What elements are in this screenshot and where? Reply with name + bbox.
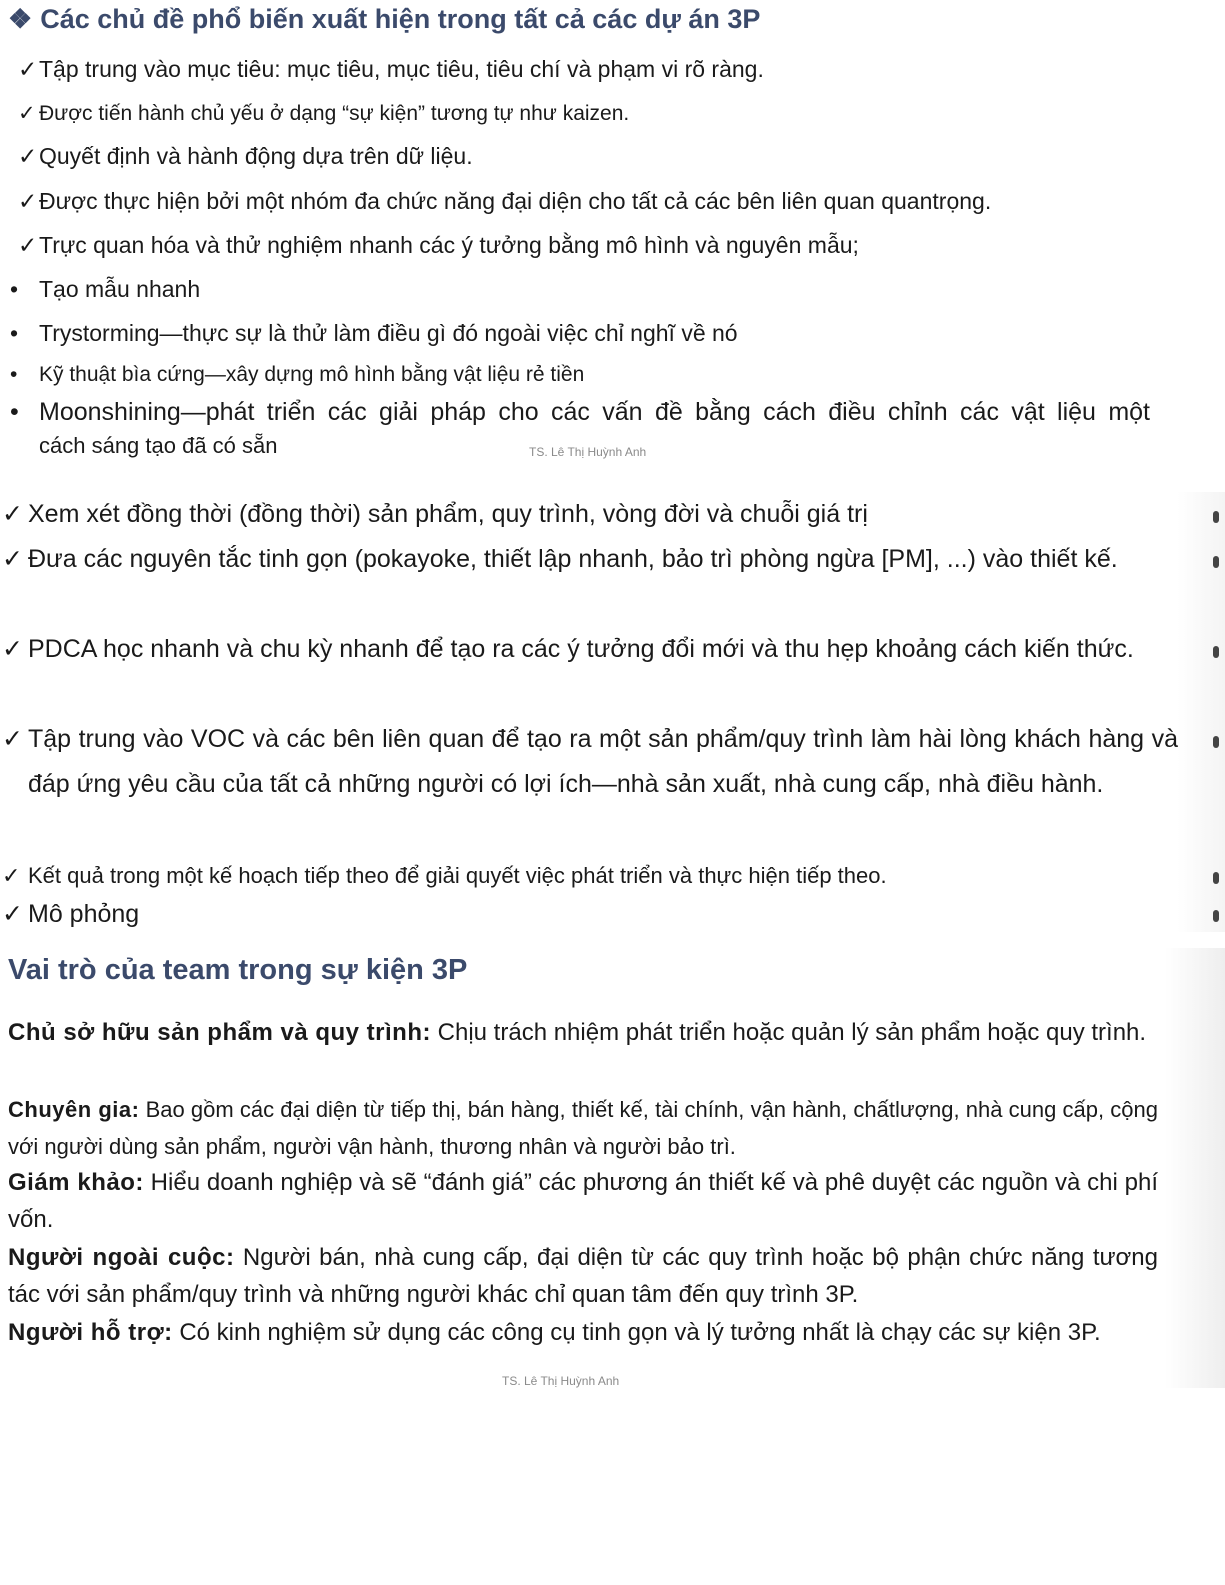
check-item	[0, 892, 1178, 937]
check-item-text: Trực quan hóa và thử nghiệm nhanh các ý tưởng bằng mô hình và nguyên mẫu;	[39, 232, 859, 258]
check-item-text: Tập trung vào VOC và các bên liên quan để tạo ra một sản phẩm/quy trình làm hài lòng khách hàng và đáp ứng yêu cầu của tất cả những người có lợi ích—nhà sản xuất, nhà cung cấp, nhà điều hành.	[28, 725, 1178, 798]
check-item-text: PDCA học nhanh và chu kỳ nhanh để tạo ra các ý tưởng đổi mới và thu hẹp khoảng cách kiến thức.	[28, 635, 1134, 663]
checkmark-icon: ✓	[2, 725, 23, 753]
checkmark-icon: ✓	[2, 863, 21, 888]
edge-dot	[1213, 910, 1219, 922]
role-label: Người ngoài cuộc:	[8, 1244, 235, 1271]
role-label: Người hỗ trợ:	[8, 1319, 173, 1346]
bullet-item-line1	[10, 398, 1150, 427]
role-paragraph	[8, 1164, 1158, 1238]
check-item	[18, 101, 629, 126]
check-item-text: Mô phỏng	[28, 900, 140, 928]
bullet-dot-icon: •	[10, 320, 19, 346]
check-item	[18, 188, 991, 215]
edge-dot	[1213, 556, 1219, 568]
diamond-bullet-icon: ❖	[8, 4, 33, 34]
bullet-item	[10, 363, 584, 387]
role-text: Có kinh nghiệm sử dụng các công cụ tinh gọn và lý tưởng nhất là chạy các sự kiện 3P.	[172, 1319, 1101, 1346]
slide-edge-shade	[1165, 948, 1225, 1388]
checkmark-icon: ✓	[18, 188, 38, 214]
slide1-title	[8, 4, 760, 35]
bullet-item-text: Moonshining—phát triển các giải pháp cho các vấn đề bằng cách điều chỉnh các vật liệu một	[39, 398, 1150, 426]
checkmark-icon: ✓	[2, 635, 23, 663]
role-text: Người bán, nhà cung cấp, đại diện từ các quy trình hoặc bộ phận chức năng tương tác với sản phẩm/quy trình và những người khác chỉ quan tâm đến quy trình 3P.	[8, 1244, 1158, 1308]
bullet-item-text: Trystorming—thực sự là thử làm điều gì đó ngoài việc chỉ nghĩ về nó	[39, 320, 738, 346]
check-item	[0, 627, 1178, 672]
role-label: Giám khảo:	[8, 1169, 144, 1196]
bullet-item-line2: cách sáng tạo đã có sẵn	[39, 433, 278, 458]
watermark: TS. Lê Thị Huỳnh Anh	[529, 445, 647, 459]
role-text: Hiểu doanh nghiệp và sẽ “đánh giá” các phương án thiết kế và phê duyệt các nguồn và chi phí vốn.	[8, 1169, 1159, 1233]
bullet-item	[10, 276, 200, 303]
check-item	[0, 492, 1178, 537]
check-item-text: Tập trung vào mục tiêu: mục tiêu, mục tiêu, tiêu chí và phạm vi rõ ràng.	[39, 56, 764, 82]
check-item	[18, 143, 473, 170]
edge-dot	[1213, 646, 1219, 658]
role-paragraph	[8, 1014, 1158, 1051]
slide1-title-text: Các chủ đề phổ biến xuất hiện trong tất cả các dự án 3P	[40, 4, 761, 34]
check-item-text: Đưa các nguyên tắc tinh gọn (pokayoke, thiết lập nhanh, bảo trì phòng ngừa [PM], ...) vào thiết kế.	[28, 545, 1118, 573]
checkmark-icon: ✓	[2, 500, 23, 528]
bullet-dot-icon: •	[10, 276, 19, 302]
bullet-item	[10, 320, 738, 347]
role-label: Chủ sở hữu sản phẩm và quy trình:	[8, 1019, 431, 1046]
checkmark-icon: ✓	[2, 545, 23, 573]
slide-common-themes	[0, 0, 1225, 492]
bullet-item-text: Tạo mẫu nhanh	[39, 276, 201, 302]
check-item	[0, 537, 1178, 582]
watermark: TS. Lê Thị Huỳnh Anh	[502, 1374, 620, 1388]
checkmark-icon: ✓	[18, 56, 38, 82]
check-item-text: Được thực hiện bởi một nhóm đa chức năng đại diện cho tất cả các bên liên quan quantrọng.	[39, 188, 992, 214]
slide-principles	[0, 492, 1225, 934]
checkmark-icon: ✓	[18, 143, 38, 169]
checkmark-icon: ✓	[18, 102, 36, 125]
slide-team-roles	[0, 948, 1225, 1388]
edge-dot	[1213, 511, 1219, 523]
edge-dot	[1213, 736, 1219, 748]
bullet-dot-icon: •	[10, 398, 19, 426]
check-item	[18, 56, 764, 83]
check-item-text: Được tiến hành chủ yếu ở dạng “sự kiện” tương tự như kaizen.	[39, 102, 630, 125]
check-item-text: Quyết định và hành động dựa trên dữ liệu.	[39, 143, 473, 169]
bullet-dot-icon: •	[10, 363, 18, 386]
role-label: Chuyên gia:	[8, 1097, 140, 1122]
edge-dot	[1213, 872, 1219, 884]
role-paragraph	[8, 1239, 1158, 1313]
slide3-title: Vai trò của team trong sự kiện 3P	[8, 954, 468, 986]
check-item-text: Xem xét đồng thời (đồng thời) sản phẩm, quy trình, vòng đời và chuỗi giá trị	[28, 500, 868, 528]
bullet-item-text: Kỹ thuật bìa cứng—xây dựng mô hình bằng vật liệu rẻ tiền	[39, 363, 585, 386]
role-text: Chịu trách nhiệm phát triển hoặc quản lý sản phẩm hoặc quy trình.	[430, 1019, 1147, 1046]
checkmark-icon: ✓	[18, 232, 38, 258]
role-paragraph	[8, 1091, 1158, 1165]
role-paragraph	[8, 1314, 1158, 1351]
check-item-text: Kết quả trong một kế hoạch tiếp theo để giải quyết việc phát triển và thực hiện tiếp theo.	[28, 863, 887, 888]
check-item	[18, 232, 859, 259]
checkmark-icon: ✓	[2, 900, 23, 928]
check-item	[0, 717, 1178, 807]
role-text: Bao gồm các đại diện từ tiếp thị, bán hàng, thiết kế, tài chính, vận hành, chấtlượng, nhà cung cấp, cộng với người dùng sản phẩm, người vận hành, thương nhân và người bảo trì.	[8, 1097, 1158, 1159]
